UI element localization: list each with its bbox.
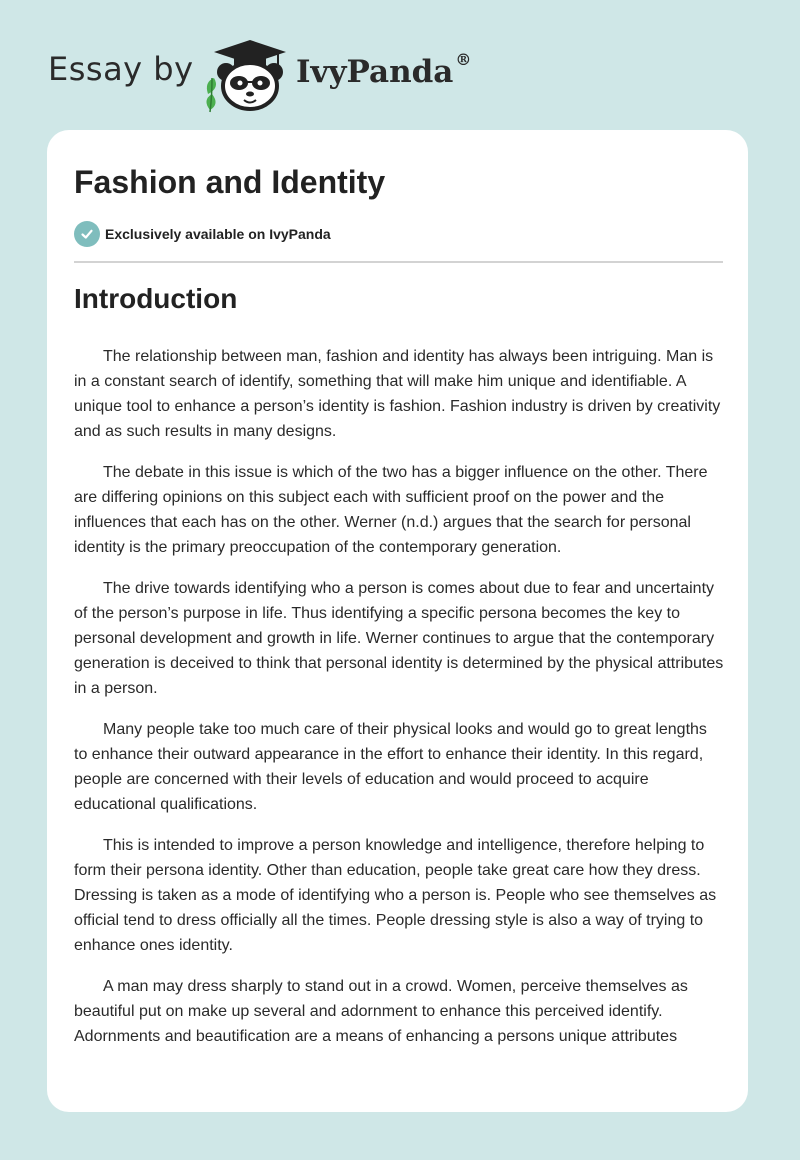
- paragraph: This is intended to improve a person knowledge and intelligence, therefore helping to form their persona identity. Other than education, people take great care how they dress. Dressing is taken as a mode of identifying who a person is. People who see themselves as official tend to dress officially all the times. People dressing style is also a way of trying to enhance ones identity.: [74, 837, 717, 954]
- essay-card: [47, 130, 748, 1112]
- essay-by-label: Essay by: [48, 50, 194, 88]
- site-header: [48, 30, 748, 110]
- paragraph: The relationship between man, fashion and identity has always been intriguing. Man is in a constant search of identify, something that will make him unique and identifiable. A unique tool to enhance a person’s identity is fashion. Fashion industry is driven by creativity and as such results in many designs.: [74, 348, 721, 440]
- exclusive-badge: [74, 221, 331, 247]
- brand-name[interactable]: IvyPanda ®: [296, 50, 472, 90]
- essay-title: Fashion and Identity: [74, 164, 386, 200]
- registered-mark: ®: [455, 50, 472, 69]
- divider: [74, 261, 723, 263]
- exclusive-badge-text: Exclusively available on IvyPanda: [105, 226, 331, 242]
- paragraph: A man may dress sharply to stand out in a crowd. Women, perceive themselves as beautiful put on make up several and adornment to enhance this perceived identify. Adornments and beautification are a means of enhancing a persons unique attributes: [74, 978, 688, 1045]
- paragraph: The debate in this issue is which of the two has a bigger influence on the other. There are differing opinions on this subject each with sufficient proof on the power and the influences that each has on the other. Werner (n.d.) argues that the search for personal identity is the primary preoccupation of the contemporary generation.: [74, 464, 708, 556]
- check-circle-icon: [74, 221, 100, 247]
- paragraph: Many people take too much care of their physical looks and would go to great lengths to enhance their outward appearance in the effort to enhance their identity. In this regard, people are concerned with their levels of education and would proceed to acquire educational qualifications.: [74, 721, 707, 813]
- essay-body: [74, 344, 724, 1065]
- section-heading-introduction: Introduction: [74, 283, 238, 314]
- panda-graduate-logo-icon: [200, 34, 292, 114]
- paragraph: The drive towards identifying who a person is comes about due to fear and uncertainty of the person’s purpose in life. Thus identifying a specific persona becomes the key to personal development and growth in life. Werner continues to argue that the contemporary generation is deceived to think that personal identity is determined by the physical attributes in a person.: [74, 580, 724, 697]
